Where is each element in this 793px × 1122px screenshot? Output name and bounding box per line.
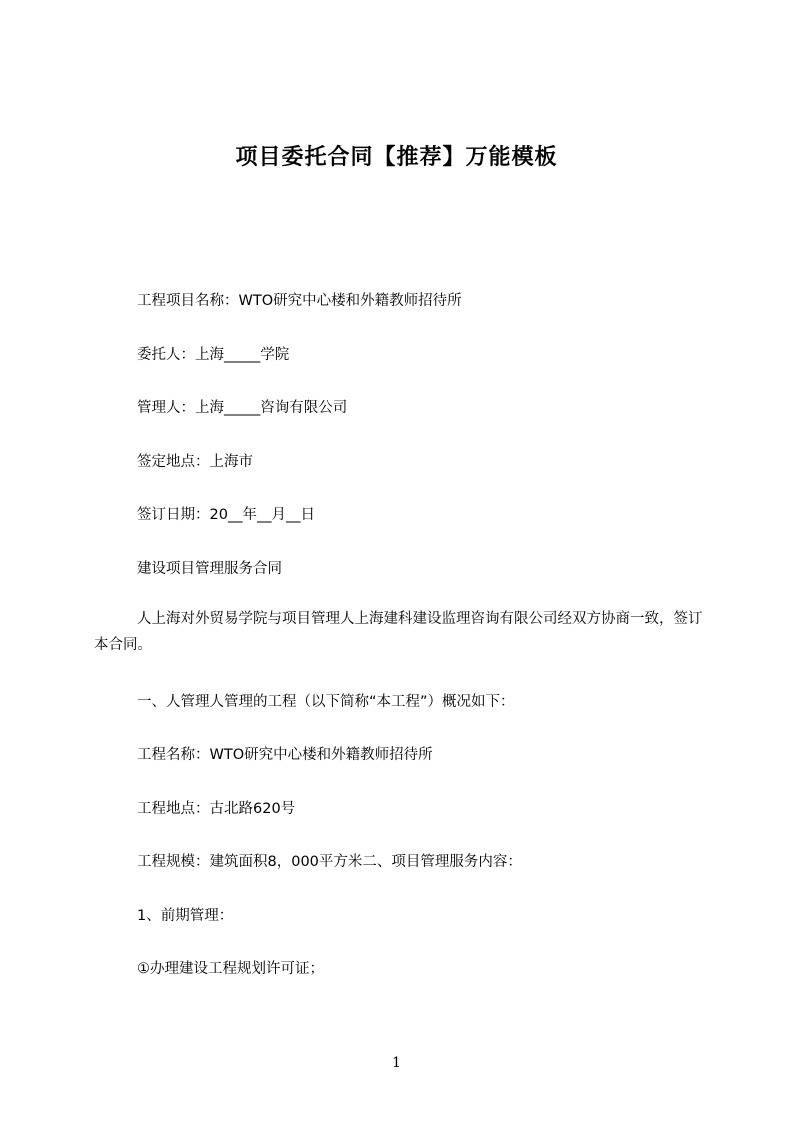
project-location-line: 工程地点：古北路620号 <box>137 801 296 817</box>
intro-paragraph <box>94 606 710 658</box>
contract-name-line: 建设项目管理服务合同 <box>137 561 282 577</box>
project-scale-line: 工程规模：建筑面积8，000平方米二、项目管理服务内容： <box>137 854 522 870</box>
intro-paragraph-text: 人上海对外贸易学院与项目管理人上海建科建设监理咨询有限公司经双方协商一致，签订本合同。 <box>94 611 703 653</box>
signing-date-line: 签订日期：20__年__月__日 <box>137 507 315 523</box>
signing-place-line: 签定地点：上海市 <box>137 454 253 470</box>
section-one-heading: 一、人管理人管理的工程（以下简称“本工程”）概况如下： <box>137 694 515 710</box>
manager-line: 管理人：上海_____咨询有限公司 <box>137 400 348 416</box>
preliminary-management-line: 1、前期管理： <box>137 908 234 924</box>
page-number: 1 <box>392 1055 401 1071</box>
project-title-line: 工程名称：WTO研究中心楼和外籍教师招待所 <box>137 747 433 763</box>
client-line: 委托人：上海_____学院 <box>137 347 290 363</box>
document-title: 项目委托合同【推荐】万能模板 <box>235 145 558 170</box>
planning-permit-line: ①办理建设工程规划许可证； <box>137 961 324 977</box>
project-name-line: 工程项目名称：WTO研究中心楼和外籍教师招待所 <box>137 293 462 309</box>
